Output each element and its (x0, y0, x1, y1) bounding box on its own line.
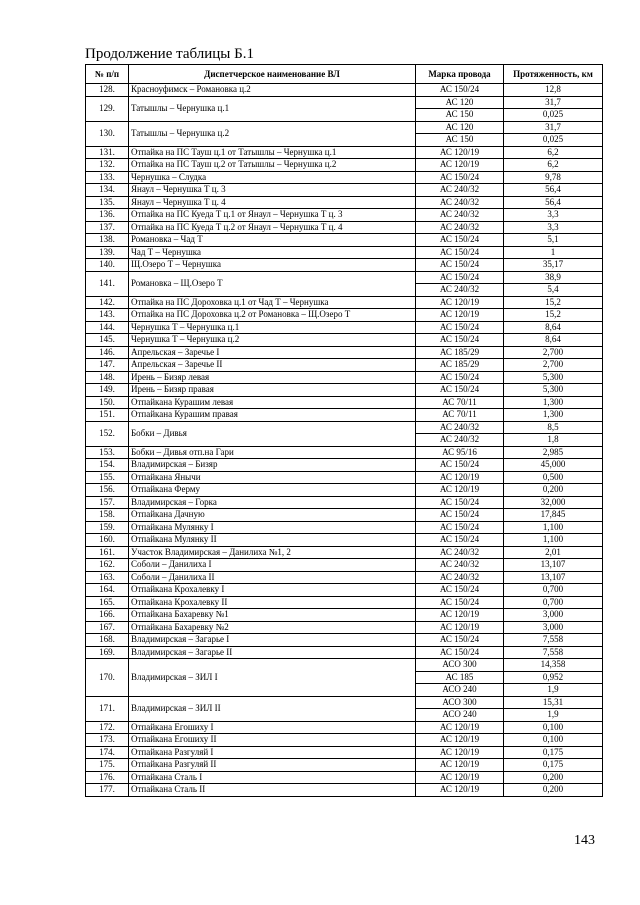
table-row (86, 409, 603, 422)
line-name: Отпайкана Дачную (129, 509, 416, 522)
line-length: 1,100 (504, 521, 603, 534)
line-length: 1,9 (504, 684, 603, 697)
row-number: 159. (86, 521, 129, 534)
wire-grade: АС 240/32 (416, 434, 504, 447)
row-number: 167. (86, 621, 129, 634)
wire-grade: АС 120/19 (416, 146, 504, 159)
row-number: 131. (86, 146, 129, 159)
row-number: 139. (86, 246, 129, 259)
table-row (86, 521, 603, 534)
row-number: 134. (86, 184, 129, 197)
table-row (86, 84, 603, 97)
line-name: Отпайкана Егошиху II (129, 734, 416, 747)
table-row (86, 471, 603, 484)
row-number: 149. (86, 384, 129, 397)
row-number: 166. (86, 609, 129, 622)
table-row (86, 421, 603, 434)
table-row (86, 309, 603, 322)
row-number: 152. (86, 421, 129, 446)
table-row (86, 721, 603, 734)
line-length: 5,1 (504, 234, 603, 247)
table-header-row (86, 65, 603, 84)
table-row (86, 559, 603, 572)
table-row (86, 546, 603, 559)
wire-grade: АС 240/32 (416, 546, 504, 559)
table-row (86, 659, 603, 672)
table-row (86, 746, 603, 759)
wire-grade: АС 95/16 (416, 446, 504, 459)
line-length: 3,3 (504, 209, 603, 222)
line-length: 14,358 (504, 659, 603, 672)
line-length: 1,8 (504, 434, 603, 447)
wire-grade: АС 240/32 (416, 196, 504, 209)
wire-grade: АС 240/32 (416, 209, 504, 222)
row-number: 175. (86, 759, 129, 772)
line-name: Отпайкана Крохалевку I (129, 584, 416, 597)
wire-grade: АС 120/19 (416, 771, 504, 784)
wire-grade: АСО 240 (416, 684, 504, 697)
wire-grade: АС 150/24 (416, 234, 504, 247)
line-length: 6,2 (504, 159, 603, 172)
row-number: 133. (86, 171, 129, 184)
row-number: 143. (86, 309, 129, 322)
line-name: Отпайкана Крохалевку II (129, 596, 416, 609)
line-name: Владимирская – Загарье I (129, 634, 416, 647)
table-row (86, 171, 603, 184)
line-name: Отпайка на ПС Куеда Т ц.2 от Янаул – Чернушка Т ц. 4 (129, 221, 416, 234)
table-row (86, 121, 603, 134)
line-name: Апрельская – Заречье I (129, 346, 416, 359)
line-name: Красноуфимск – Романовка ц.2 (129, 84, 416, 97)
wire-grade: АС 120/19 (416, 734, 504, 747)
wire-grade: АС 150 (416, 109, 504, 122)
line-name: Романовка – Чад Т (129, 234, 416, 247)
line-length: 8,5 (504, 421, 603, 434)
wire-grade: АС 150/24 (416, 459, 504, 472)
row-number: 160. (86, 534, 129, 547)
row-number: 171. (86, 696, 129, 721)
line-name: Отпайкана Курашим левая (129, 396, 416, 409)
row-number: 150. (86, 396, 129, 409)
row-number: 172. (86, 721, 129, 734)
line-length: 5,300 (504, 384, 603, 397)
table-row (86, 334, 603, 347)
line-length: 5,4 (504, 284, 603, 297)
wire-grade: АС 70/11 (416, 396, 504, 409)
wire-grade: АС 120/19 (416, 609, 504, 622)
line-length: 17,845 (504, 509, 603, 522)
line-length: 2,01 (504, 546, 603, 559)
table-row (86, 221, 603, 234)
wire-grade: АС 150/24 (416, 334, 504, 347)
wire-grade: АС 150/24 (416, 496, 504, 509)
row-number: 141. (86, 271, 129, 296)
row-number: 146. (86, 346, 129, 359)
table-row (86, 646, 603, 659)
line-name: Отпайкана Мулянку I (129, 521, 416, 534)
line-length: 3,000 (504, 609, 603, 622)
row-number: 158. (86, 509, 129, 522)
row-number: 176. (86, 771, 129, 784)
line-length: 38,9 (504, 271, 603, 284)
line-length: 13,107 (504, 571, 603, 584)
table-row (86, 384, 603, 397)
line-name: Отпайкана Бахаревку №2 (129, 621, 416, 634)
line-length: 0,025 (504, 109, 603, 122)
wire-grade: АС 240/32 (416, 559, 504, 572)
line-length: 0,200 (504, 484, 603, 497)
wire-grade: АС 240/32 (416, 571, 504, 584)
header-wire-grade: Марка провода (416, 65, 504, 84)
row-number: 156. (86, 484, 129, 497)
row-number: 153. (86, 446, 129, 459)
line-name: Отпайкана Янычи (129, 471, 416, 484)
table-row (86, 771, 603, 784)
line-length: 0,100 (504, 721, 603, 734)
row-number: 147. (86, 359, 129, 372)
table-row (86, 484, 603, 497)
row-number: 142. (86, 296, 129, 309)
line-length: 7,558 (504, 646, 603, 659)
row-number: 161. (86, 546, 129, 559)
table-row (86, 246, 603, 259)
wire-grade: АС 150/24 (416, 596, 504, 609)
line-length: 8,64 (504, 334, 603, 347)
wire-grade: АС 150/24 (416, 584, 504, 597)
table-row (86, 784, 603, 797)
wire-grade: АС 150/24 (416, 509, 504, 522)
line-name: Ирень – Бизяр правая (129, 384, 416, 397)
table-row (86, 609, 603, 622)
line-length: 0,200 (504, 771, 603, 784)
row-number: 168. (86, 634, 129, 647)
table-body (86, 84, 603, 797)
line-length: 0,175 (504, 746, 603, 759)
line-length: 32,000 (504, 496, 603, 509)
table-row (86, 446, 603, 459)
line-length: 0,700 (504, 596, 603, 609)
table-row (86, 734, 603, 747)
wire-grade: АС 70/11 (416, 409, 504, 422)
wire-grade: АС 150/24 (416, 646, 504, 659)
table-row (86, 584, 603, 597)
row-number: 128. (86, 84, 129, 97)
row-number: 129. (86, 96, 129, 121)
table-row (86, 159, 603, 172)
row-number: 169. (86, 646, 129, 659)
line-length: 3,3 (504, 221, 603, 234)
line-name: Отпайка на ПС Дороховка ц.2 от Романовка – Щ.Озеро Т (129, 309, 416, 322)
line-length: 13,107 (504, 559, 603, 572)
table-row (86, 184, 603, 197)
line-name: Щ.Озеро Т – Чернушка (129, 259, 416, 272)
wire-grade: АСО 300 (416, 696, 504, 709)
wire-grade: АС 150/24 (416, 171, 504, 184)
header-length: Протяженность, км (504, 65, 603, 84)
line-name: Апрельская – Заречье II (129, 359, 416, 372)
row-number: 137. (86, 221, 129, 234)
wire-grade: АС 150/24 (416, 259, 504, 272)
wire-grade: АС 120/19 (416, 759, 504, 772)
line-name: Владимирская – Бизяр (129, 459, 416, 472)
wire-grade: АС 120/19 (416, 471, 504, 484)
line-name: Отпайкана Разгуляй II (129, 759, 416, 772)
wire-grade: АС 150/24 (416, 371, 504, 384)
wire-grade: АС 120/19 (416, 746, 504, 759)
line-length: 8,64 (504, 321, 603, 334)
table-row (86, 359, 603, 372)
line-name: Соболи – Данилиха I (129, 559, 416, 572)
row-number: 170. (86, 659, 129, 697)
wire-grade: АС 185/29 (416, 346, 504, 359)
row-number: 162. (86, 559, 129, 572)
table-row (86, 209, 603, 222)
line-name: Бобки – Дивья отп.на Гари (129, 446, 416, 459)
table-row (86, 96, 603, 109)
line-length: 2,985 (504, 446, 603, 459)
line-name: Чернушка – Слудка (129, 171, 416, 184)
line-name: Владимирская – Загарье II (129, 646, 416, 659)
row-number: 148. (86, 371, 129, 384)
line-length: 15,2 (504, 296, 603, 309)
wire-grade: АС 150/24 (416, 634, 504, 647)
line-length: 0,952 (504, 671, 603, 684)
line-name: Отпайка на ПС Тауш ц.1 от Татышлы – Чернушка ц.1 (129, 146, 416, 159)
wire-grade: АС 240/32 (416, 184, 504, 197)
line-name: Отпайка на ПС Куеда Т ц.1 от Янаул – Чернушка Т ц. 3 (129, 209, 416, 222)
line-name: Янаул – Чернушка Т ц. 3 (129, 184, 416, 197)
line-name: Чернушка Т – Чернушка ц.2 (129, 334, 416, 347)
row-number: 132. (86, 159, 129, 172)
line-name: Чад Т – Чернушка (129, 246, 416, 259)
table-row (86, 596, 603, 609)
table-row (86, 634, 603, 647)
line-name: Романовка – Щ.Озеро Т (129, 271, 416, 296)
line-name: Бобки – Дивья (129, 421, 416, 446)
line-name: Участок Владимирская – Данилиха №1, 2 (129, 546, 416, 559)
line-length: 6,2 (504, 146, 603, 159)
row-number: 163. (86, 571, 129, 584)
line-length: 31,7 (504, 121, 603, 134)
table-row (86, 259, 603, 272)
line-name: Янаул – Чернушка Т ц. 4 (129, 196, 416, 209)
wire-grade: АС 150 (416, 134, 504, 147)
line-length: 0,025 (504, 134, 603, 147)
line-name: Соболи – Данилиха II (129, 571, 416, 584)
line-name: Владимирская – ЗИЛ II (129, 696, 416, 721)
table-row (86, 759, 603, 772)
line-length: 0,100 (504, 734, 603, 747)
wire-grade: АС 120/19 (416, 309, 504, 322)
line-length: 0,200 (504, 784, 603, 797)
line-name: Отпайка на ПС Тауш ц.2 от Татышлы – Чернушка ц.2 (129, 159, 416, 172)
line-name: Отпайкана Курашим правая (129, 409, 416, 422)
table-row (86, 696, 603, 709)
line-length: 7,558 (504, 634, 603, 647)
table-row (86, 296, 603, 309)
line-name: Отпайкана Мулянку II (129, 534, 416, 547)
line-name: Владимирская – ЗИЛ I (129, 659, 416, 697)
row-number: 165. (86, 596, 129, 609)
table-row (86, 146, 603, 159)
line-name: Владимирская – Горка (129, 496, 416, 509)
row-number: 157. (86, 496, 129, 509)
line-name: Чернушка Т – Чернушка ц.1 (129, 321, 416, 334)
line-length: 45,000 (504, 459, 603, 472)
line-length: 35,17 (504, 259, 603, 272)
line-name: Отпайка на ПС Дороховка ц.1 от Чад Т – Чернушка (129, 296, 416, 309)
wire-grade: АС 150/24 (416, 534, 504, 547)
line-name: Отпайкана Сталь I (129, 771, 416, 784)
table-row (86, 534, 603, 547)
line-length: 2,700 (504, 359, 603, 372)
table-caption: Продолжение таблицы Б.1 (85, 46, 254, 62)
row-number: 144. (86, 321, 129, 334)
row-number: 136. (86, 209, 129, 222)
line-name: Татышлы – Чернушка ц.1 (129, 96, 416, 121)
line-length: 15,2 (504, 309, 603, 322)
header-line-name: Диспетчерское наименование ВЛ (129, 65, 416, 84)
line-length: 9,78 (504, 171, 603, 184)
wire-grade: АС 240/32 (416, 421, 504, 434)
page-number: 143 (574, 833, 595, 848)
line-length: 12,8 (504, 84, 603, 97)
row-number: 151. (86, 409, 129, 422)
wire-grade: АС 120/19 (416, 484, 504, 497)
wire-grade: АС 150/24 (416, 84, 504, 97)
line-name: Отпайкана Бахаревку №1 (129, 609, 416, 622)
line-name: Отпайкана Ферму (129, 484, 416, 497)
line-length: 56,4 (504, 196, 603, 209)
row-number: 135. (86, 196, 129, 209)
row-number: 138. (86, 234, 129, 247)
line-length: 0,700 (504, 584, 603, 597)
table-row (86, 571, 603, 584)
wire-grade: АС 240/32 (416, 221, 504, 234)
line-length: 2,700 (504, 346, 603, 359)
line-length: 1,100 (504, 534, 603, 547)
row-number: 140. (86, 259, 129, 272)
line-name: Татышлы – Чернушка ц.2 (129, 121, 416, 146)
line-length: 1 (504, 246, 603, 259)
table-row (86, 234, 603, 247)
wire-grade: АС 120 (416, 96, 504, 109)
line-length: 1,300 (504, 396, 603, 409)
line-length: 3,000 (504, 621, 603, 634)
row-number: 154. (86, 459, 129, 472)
table-row (86, 196, 603, 209)
line-length: 0,175 (504, 759, 603, 772)
power-lines-table (85, 64, 603, 797)
wire-grade: АС 120/19 (416, 159, 504, 172)
wire-grade: АС 150/24 (416, 321, 504, 334)
wire-grade: АС 185/29 (416, 359, 504, 372)
table-row (86, 321, 603, 334)
table-row (86, 509, 603, 522)
line-length: 1,300 (504, 409, 603, 422)
table-row (86, 496, 603, 509)
line-name: Отпайкана Сталь II (129, 784, 416, 797)
row-number: 130. (86, 121, 129, 146)
row-number: 155. (86, 471, 129, 484)
wire-grade: АС 120/19 (416, 784, 504, 797)
table-row (86, 271, 603, 284)
line-name: Отпайкана Егошиху I (129, 721, 416, 734)
header-number: № п/п (86, 65, 129, 84)
table-row (86, 621, 603, 634)
wire-grade: АС 120/19 (416, 296, 504, 309)
line-name: Отпайкана Разгуляй I (129, 746, 416, 759)
row-number: 173. (86, 734, 129, 747)
line-length: 0,500 (504, 471, 603, 484)
line-length: 5,300 (504, 371, 603, 384)
wire-grade: АСО 300 (416, 659, 504, 672)
table-row (86, 371, 603, 384)
wire-grade: АС 185 (416, 671, 504, 684)
row-number: 164. (86, 584, 129, 597)
wire-grade: АС 150/24 (416, 246, 504, 259)
wire-grade: АС 150/24 (416, 521, 504, 534)
wire-grade: АС 120 (416, 121, 504, 134)
row-number: 145. (86, 334, 129, 347)
line-length: 1,9 (504, 709, 603, 722)
table-row (86, 459, 603, 472)
table-row (86, 346, 603, 359)
wire-grade: АС 150/24 (416, 384, 504, 397)
table-row (86, 396, 603, 409)
line-length: 56,4 (504, 184, 603, 197)
wire-grade: АС 240/32 (416, 284, 504, 297)
line-length: 15,31 (504, 696, 603, 709)
row-number: 174. (86, 746, 129, 759)
wire-grade: АС 120/19 (416, 621, 504, 634)
wire-grade: АС 150/24 (416, 271, 504, 284)
row-number: 177. (86, 784, 129, 797)
line-length: 31,7 (504, 96, 603, 109)
wire-grade: АС 120/19 (416, 721, 504, 734)
wire-grade: АСО 240 (416, 709, 504, 722)
line-name: Ирень – Бизяр левая (129, 371, 416, 384)
